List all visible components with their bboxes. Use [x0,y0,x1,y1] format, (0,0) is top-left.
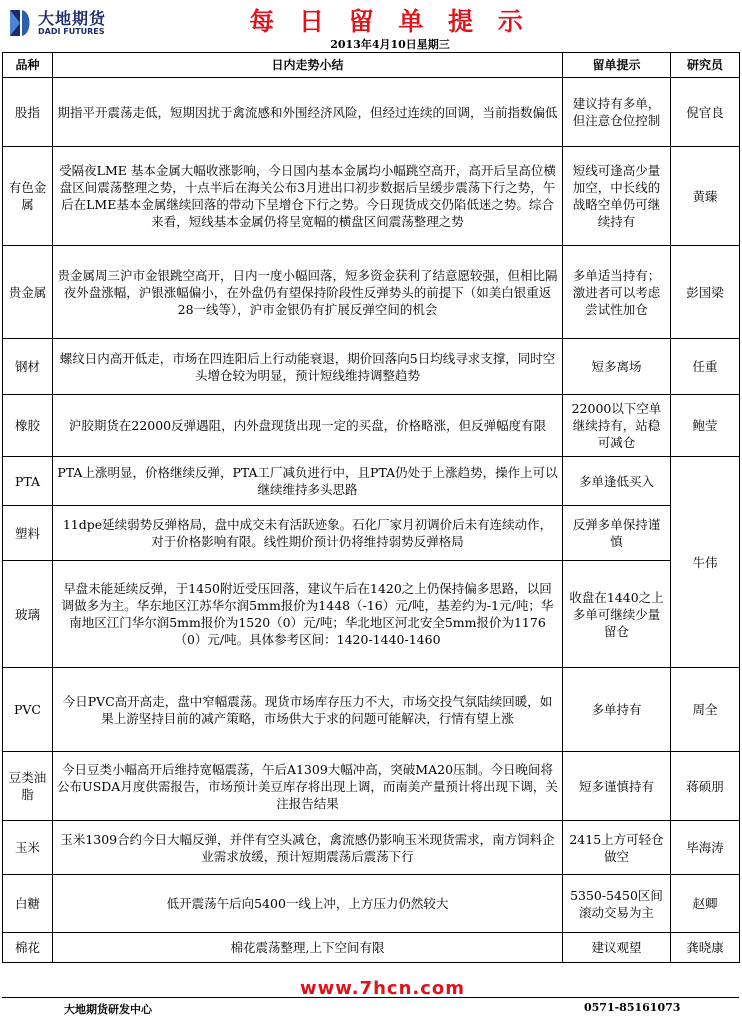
table-row [3,457,740,506]
advice-cell: 多单持有 [563,668,671,752]
advice-cell: 反弹多单保持谨慎 [563,506,671,561]
summary-cell: 棉花震荡整理,上下空间有限 [53,933,563,963]
researcher-cell-merged: 牛伟 [671,457,740,668]
variety-cell: 有色金属 [3,147,53,246]
summary-cell: 沪胶期货在22000反弹遇阻，内外盘现货出现一定的买盘，价格略涨，但反弹幅度有限 [53,395,563,457]
table-row [3,875,740,933]
page-title: 每 日 留 单 提 示 [249,7,531,36]
variety-cell: 玉米 [3,821,53,875]
summary-cell: PTA上涨明显，价格继续反弹，PTA工厂减负进行中，且PTA仍处于上涨趋势，操作上可以继续维持多头思路 [53,457,563,506]
researcher-cell: 彭国梁 [671,246,740,339]
advice-cell: 建议观望 [563,933,671,963]
page-footer [2,997,739,1018]
summary-cell: 螺纹日内高开低走，市场在四连阳后上行动能衰退，期价回落向5日均线寻求支撑，同时空头增仓较为明显，预计短线维持调整趋势 [53,339,563,395]
variety-cell: 股指 [3,78,53,147]
variety-cell: 白糖 [3,875,53,933]
advice-cell: 短多谨慎持有 [563,752,671,821]
researcher-cell: 黄臻 [671,147,740,246]
advice-cell: 多单逢低买入 [563,457,671,506]
footer-organization: 大地期货研发中心 [64,1003,152,1016]
advice-cell: 短线可逢高少量加空，中长线的战略空单仍可继续持有 [563,147,671,246]
advice-cell: 短多离场 [563,339,671,395]
table-row [3,246,740,339]
column-header-advice: 留单提示 [563,53,671,78]
summary-cell: 低开震荡午后向5400一线上冲，上方压力仍然较大 [53,875,563,933]
column-header-researcher: 研究员 [671,53,740,78]
summary-cell: 早盘未能延续反弹，于1450附近受压回落，建议午后在1420之上仍保持偏多思路，以回调做多为主。华东地区江苏华尔润5mm报价为1448（-16）元/吨，基差约为-1元/吨；华南地区江门华尔润5mm报价为1520（0）元/吨；华北地区河北安全5mm报价为1176（0）元/吨。具体参考区间：1420-1440-1460 [53,561,563,668]
logo-chinese-text: 大地期货 [38,9,107,28]
advice-cell: 建议持有多单，但注意仓位控制 [563,78,671,147]
researcher-cell: 毕海涛 [671,821,740,875]
summary-cell: 11dpe延续弱势反弹格局，盘中成交未有活跃迹象。石化厂家月初调价后未有连续动作，对于价格影响有限。线性期价预计仍将维持弱势反弹格局 [53,506,563,561]
researcher-cell: 周全 [671,668,740,752]
variety-cell: 棉花 [3,933,53,963]
table-header-row [3,53,740,78]
variety-cell: 贵金属 [3,246,53,339]
variety-cell: 豆类油脂 [3,752,53,821]
table-row [3,933,740,963]
summary-cell: 今日豆类小幅高开后维持宽幅震荡，午后A1309大幅冲高，突破MA20压制。今日晚间将公布USDA月度供需报告，市场预计美豆库存将出现上调，而南美产量预计将出现下调，关注报告结果 [53,752,563,821]
researcher-cell: 鲍莹 [671,395,740,457]
advice-cell: 收盘在1440之上多单可继续少量留仓 [563,561,671,668]
advice-cell: 5350-5450区间滚动交易为主 [563,875,671,933]
variety-cell: 钢材 [3,339,53,395]
summary-cell: 期指平开震荡走低，短期因扰于禽流感和外围经济风险，但经过连续的回调，当前指数偏低 [53,78,563,147]
table-row [3,78,740,147]
table-row [3,561,740,668]
summary-cell: 今日PVC高开高走，盘中窄幅震荡。现货市场库存压力不大，市场交投气氛陆续回暖，如果上游坚持目前的减产策略，市场供大于求的问题可能解决，行情有望上涨 [53,668,563,752]
variety-cell: PTA [3,457,53,506]
column-header-variety: 品种 [3,53,53,78]
variety-cell: PVC [3,668,53,752]
researcher-cell: 倪官良 [671,78,740,147]
table-row [3,395,740,457]
summary-cell: 受隔夜LME 基本金属大幅收涨影响，今日国内基本金属均小幅跳空高开，高开后呈高位横盘区间震荡整理之势，十点半后在海关公布3月进出口初步数据后呈缓步震荡下行之势，午后在LME基本金属继续回落的带动下呈增仓下行之势。今日现货成交仍陷低迷之势。综合来看，短线基本金属仍将呈宽幅的横盘区间震荡整理之势 [53,147,563,246]
company-logo [6,6,126,40]
advice-cell: 多单适当持有；激进者可以考虑尝试性加仓 [563,246,671,339]
summary-cell: 玉米1309合约今日大幅反弹，并伴有空头减仓，禽流感仍影响玉米现货需求，南方饲料企业需求放缓，预计短期震荡后震荡下行 [53,821,563,875]
column-header-summary: 日内走势小结 [53,53,563,78]
researcher-cell: 任重 [671,339,740,395]
report-date: 2013年4月10日星期三 [330,38,450,51]
variety-cell: 塑料 [3,506,53,561]
advice-cell: 22000以下空单继续持有，站稳可减仓 [563,395,671,457]
logo-english-text: DADI FUTURES [38,27,105,36]
summary-cell: 贵金属周三沪市金银跳空高开，日内一度小幅回落，短多资金获利了结意愿较强，但相比隔夜外盘涨幅，沪银涨幅偏小，在外盘仍有望保持阶段性反弹势头的前提下（如美白银重返28一线等），沪市金银仍有扩展反弹空间的机会 [53,246,563,339]
variety-cell: 橡胶 [3,395,53,457]
researcher-cell: 赵卿 [671,875,740,933]
dadi-logo-icon [6,8,34,38]
variety-cell: 玻璃 [3,561,53,668]
footer-phone: 0571-85161073 [584,1001,681,1014]
researcher-cell: 蒋硕朋 [671,752,740,821]
researcher-cell: 龚晓康 [671,933,740,963]
table-row [3,668,740,752]
position-table [2,52,740,963]
advice-cell: 2415上方可轻仓做空 [563,821,671,875]
table-row [3,821,740,875]
table-row [3,339,740,395]
site-watermark: www.7hcn.com [300,978,466,999]
table-row [3,147,740,246]
table-row [3,752,740,821]
table-row [3,506,740,561]
